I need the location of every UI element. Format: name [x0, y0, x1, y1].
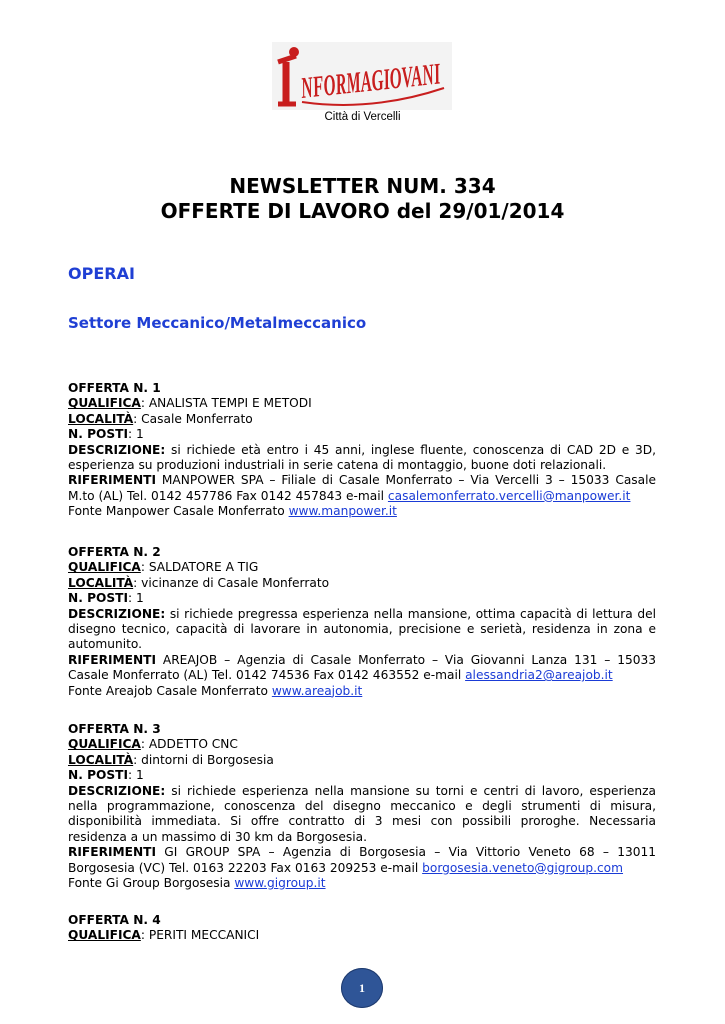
- website-link[interactable]: www.manpower.it: [288, 504, 397, 519]
- newsletter-title: NEWSLETTER NUM. 334: [229, 174, 496, 198]
- posti-label: N. POSTI: [68, 768, 128, 783]
- offer-block-2: [68, 545, 656, 699]
- localita-value: : Casale Monferrato: [133, 411, 253, 426]
- qualifica-label: QUALIFICA: [68, 396, 141, 411]
- fonte-text: Fonte Areajob Casale Monferrato: [68, 683, 272, 698]
- posti-value: : 1: [128, 768, 144, 783]
- offer-heading: OFFERTA N. 1: [68, 381, 161, 395]
- descrizione-text: si richiede esperienza nella mansione su torni e centri di lavoro, esperienza nella programmazione, conoscenza del disegno meccanico e degli strumenti di misura, disponibilità immediata. Si offre contratto di 3 mesi con possibili proroghe. Necessaria residenza a un massimo di 30 km da Borgosesia.: [68, 783, 656, 844]
- qualifica-value: : ADDETTO CNC: [140, 737, 238, 752]
- posti-label: N. POSTI: [68, 591, 128, 606]
- offer-heading: OFFERTA N. 3: [68, 722, 161, 736]
- riferimenti-label: RIFERIMENTI: [68, 473, 156, 488]
- localita-label: LOCALITÀ: [68, 575, 134, 590]
- newsletter-subtitle: OFFERTE DI LAVORO del 29/01/2014: [160, 199, 565, 223]
- posti-label: N. POSTI: [68, 427, 128, 442]
- descrizione-text: si richiede pregressa esperienza nella mansione, ottima capacità di lettura del disegno tecnico, capacità di lavorare in autonomia, precisione e serietà, residenza in zona e automunito.: [68, 606, 656, 652]
- descrizione-label: DESCRIZIONE:: [68, 606, 166, 621]
- qualifica-value: : ANALISTA TEMPI E METODI: [140, 396, 312, 411]
- email-link[interactable]: casalemonferrato.vercelli@manpower.it: [387, 488, 631, 503]
- riferimenti-label: RIFERIMENTI: [68, 652, 156, 667]
- qualifica-value: : PERITI MECCANICI: [140, 928, 260, 943]
- page-number-badge: 1: [341, 968, 383, 1008]
- svg-text:NFORMAGIOVANI: NFORMAGIOVANI: [299, 45, 558, 105]
- descrizione-label: DESCRIZIONE:: [68, 783, 166, 798]
- qualifica-value: : SALDATORE A TIG: [140, 560, 259, 575]
- offer-block-1: [68, 381, 656, 520]
- riferimenti-label: RIFERIMENTI: [68, 845, 156, 860]
- offer-block-3: [68, 722, 656, 891]
- riferimenti-text: MANPOWER SPA – Filiale di Casale Monferrato – Via Vercelli 3 – 15033 Casale M.to (AL) Tel. 0142 457786 Fax 0142 457843 e-mail: [68, 473, 656, 503]
- descrizione-text: si richiede età entro i 45 anni, inglese fluente, conoscenza di CAD 2D e 3D, esperienza su produzioni industriali in serie catena di montaggio, buone doti relazionali.: [68, 442, 656, 473]
- riferimenti-text: AREAJOB – Agenzia di Casale Monferrato – Via Giovanni Lanza 131 – 15033 Casale Monferrato (AL) Tel. 0142 74536 Fax 0142 463552 e-mail: [68, 652, 656, 683]
- website-link[interactable]: www.gigroup.it: [234, 876, 326, 891]
- city-caption: Città di Vercelli: [324, 111, 401, 123]
- website-link[interactable]: www.areajob.it: [271, 683, 363, 698]
- qualifica-label: QUALIFICA: [68, 928, 141, 943]
- posti-value: : 1: [128, 427, 144, 442]
- fonte-text: Fonte Gi Group Borgosesia: [68, 876, 235, 891]
- descrizione-label: DESCRIZIONE:: [68, 442, 166, 457]
- email-link[interactable]: alessandria2@areajob.it: [465, 668, 613, 683]
- offer-heading: OFFERTA N. 4: [68, 913, 161, 927]
- offer-heading: OFFERTA N. 2: [68, 545, 161, 559]
- posti-value: : 1: [128, 591, 144, 606]
- category-heading: OPERAI: [68, 264, 135, 283]
- informagiovani-logo: [272, 42, 558, 110]
- qualifica-label: QUALIFICA: [68, 737, 141, 752]
- offer-block-4: [68, 913, 656, 944]
- localita-value: : vicinanze di Casale Monferrato: [133, 575, 330, 590]
- localita-label: LOCALITÀ: [68, 411, 134, 426]
- qualifica-label: QUALIFICA: [68, 560, 141, 575]
- email-link[interactable]: borgosesia.veneto@gigroup.com: [422, 860, 624, 875]
- sector-heading: Settore Meccanico/Metalmeccanico: [68, 314, 367, 332]
- fonte-text: Fonte Manpower Casale Monferrato: [68, 504, 289, 519]
- localita-value: : dintorni di Borgosesia: [133, 752, 274, 767]
- localita-label: LOCALITÀ: [68, 752, 134, 767]
- riferimenti-text: GI GROUP SPA – Agenzia di Borgosesia – Via Vittorio Veneto 68 – 13011 Borgosesia (VC) Tel. 0163 22203 Fax 0163 209253 e-mail: [68, 845, 656, 875]
